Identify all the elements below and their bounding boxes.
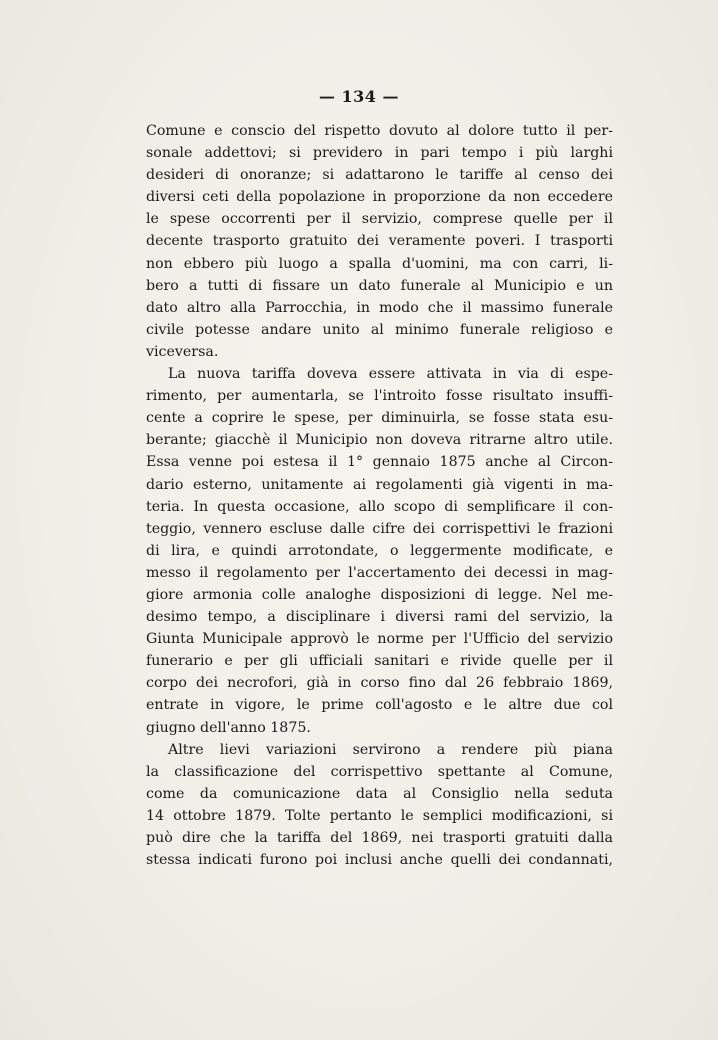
- text-line: la classificazione del corrispettivo spettante al Comune,: [146, 763, 613, 780]
- body-text: [146, 120, 613, 871]
- text-line: decente trasporto gratuito dei veramente poveri. I trasporti: [146, 233, 613, 250]
- text-line: Essa venne poi estesa il 1° gennaio 1875 anche al Circon-: [146, 454, 613, 471]
- text-line: rimento, per aumentarla, se l'introito fosse risultato insuffi-: [146, 388, 613, 405]
- text-line: cente a coprire le spese, per diminuirla, se fosse stata esu-: [146, 410, 613, 427]
- text-line: entrate in vigore, le prime coll'agosto e le altre due col: [146, 697, 613, 714]
- text-line: di lira, e quindi arrotondate, o leggermente modificate, e: [146, 542, 613, 559]
- text-line: berante; giacchè il Municipio non doveva ritrarne altro utile.: [146, 432, 613, 449]
- text-line: dato altro alla Parrocchia, in modo che il massimo funerale: [146, 299, 613, 316]
- text-line: messo il regolamento per l'accertamento dei decessi in mag-: [146, 564, 613, 581]
- text-line: desideri di onoranze; si adattarono le tariffe al censo dei: [146, 167, 613, 184]
- text-line: non ebbero più luogo a spalla d'uomini, ma con carri, li-: [146, 255, 613, 272]
- paragraph: [146, 363, 613, 739]
- text-line: le spese occorrenti per il servizio, comprese quelle per il: [146, 211, 613, 228]
- text-line: giore armonia colle analoghe disposizioni di legge. Nel me-: [146, 586, 613, 603]
- text-line: viceversa.: [146, 343, 219, 360]
- text-line: teggio, vennero escluse dalle cifre dei corrispettivi le frazioni: [146, 520, 613, 537]
- text-line: può dire che la tariffa del 1869, nei trasporti gratuiti dalla: [146, 830, 613, 846]
- text-line: civile potesse andare unito al minimo funerale religioso e: [146, 321, 613, 338]
- paragraph: [146, 739, 613, 872]
- text-line: corpo dei necrofori, già in corso fino dal 26 febbraio 1869,: [146, 675, 613, 692]
- text-line: Giunta Municipale approvò le norme per l'Ufficio del servizio: [146, 631, 613, 648]
- page-number: — 134 —: [318, 87, 400, 106]
- text-line: stessa indicati furono poi inclusi anche quelli dei condannati,: [146, 852, 613, 869]
- paragraph: [146, 120, 613, 363]
- text-line: teria. In questa occasione, allo scopo di semplificare il con-: [146, 498, 613, 515]
- text-line: sonale addettovi; si previdero in pari tempo i più larghi: [146, 145, 613, 162]
- text-line: bero a tutti di fissare un dato funerale al Municipio e un: [146, 277, 613, 294]
- text-line: Altre lievi variazioni servirono a rendere più piana: [168, 741, 613, 758]
- text-line: diversi ceti della popolazione in proporzione da non eccedere: [146, 189, 613, 206]
- text-line: 14 ottobre 1879. Tolte pertanto le semplici modificazioni, si: [146, 807, 613, 824]
- text-line: funerario e per gli ufficiali sanitari e rivide quelle per il: [146, 653, 613, 670]
- text-line: giugno dell'anno 1875.: [146, 719, 311, 736]
- text-line: Comune e conscio del rispetto dovuto al dolore tutto il per-: [146, 123, 613, 139]
- text-line: desimo tempo, a disciplinare i diversi rami del servizio, la: [146, 609, 613, 626]
- text-line: dario esterno, unitamente ai regolamenti già vigenti in ma-: [146, 476, 613, 493]
- text-line: come da comunicazione data al Consiglio nella seduta: [146, 785, 613, 802]
- text-line: La nuova tariffa doveva essere attivata in via di espe-: [168, 366, 613, 383]
